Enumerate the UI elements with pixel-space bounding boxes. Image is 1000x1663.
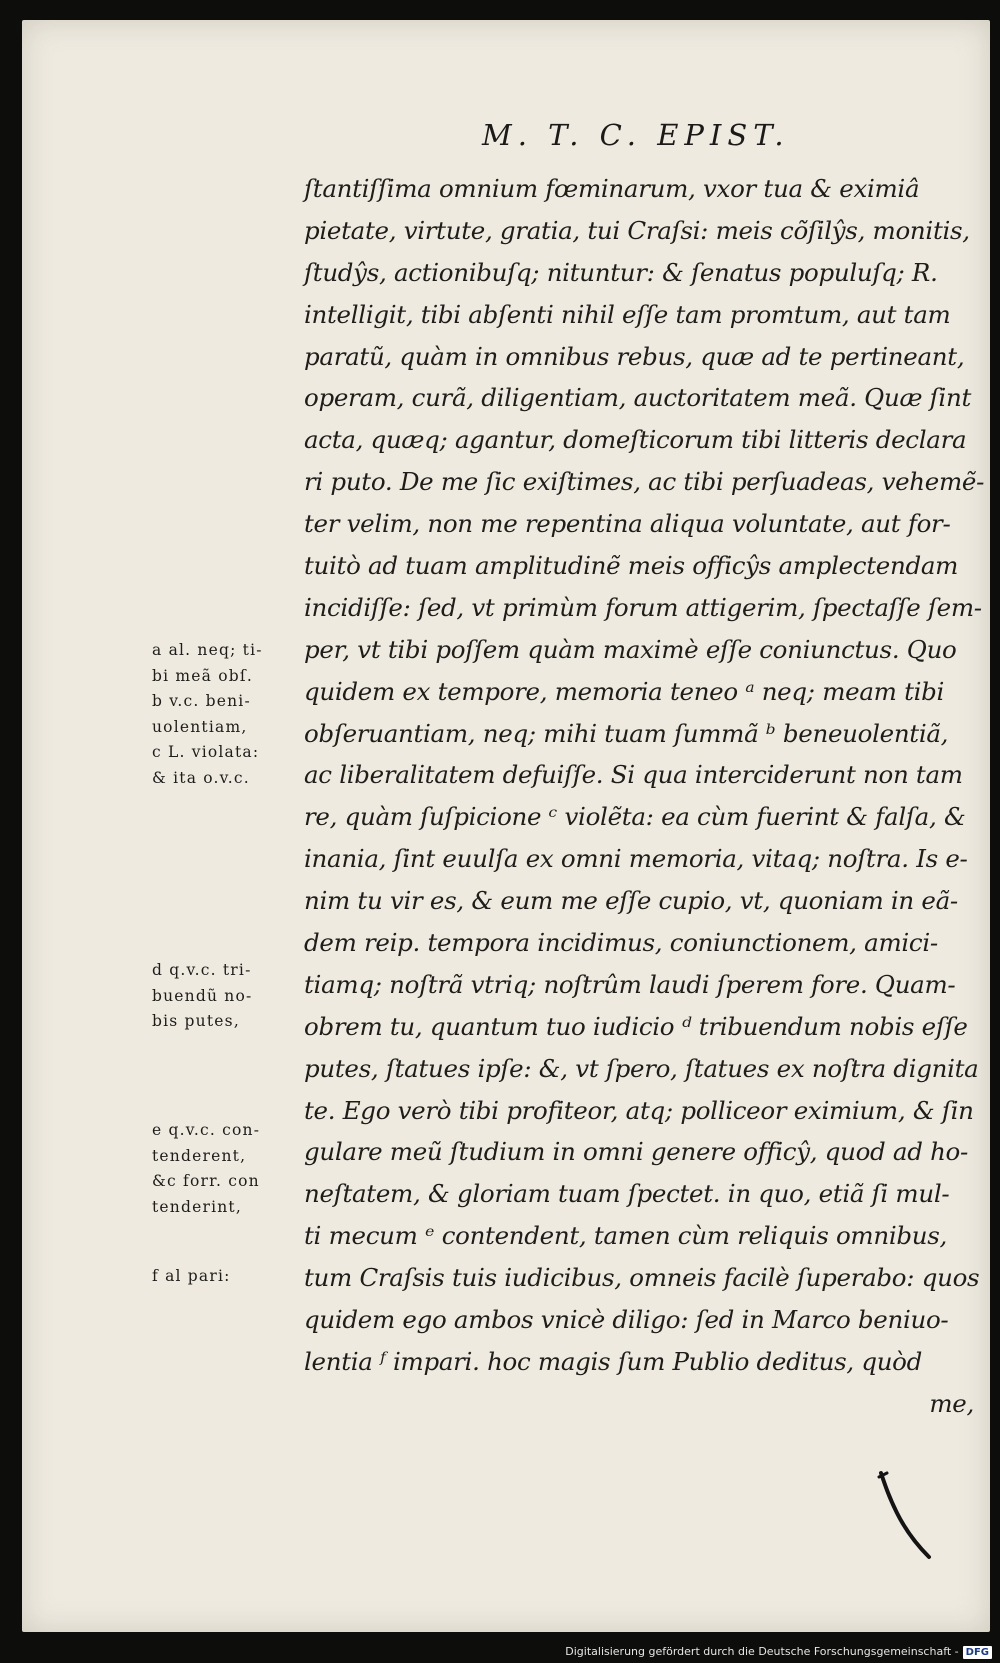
footer-text: Digitalisierung gefördert durch die Deutsche Forschungsgemeinschaft -	[565, 1645, 959, 1658]
margin-note: d q.v.c. tri- buendũ no- bis putes,	[152, 961, 253, 1030]
text-line: ac liberalitatem defuiſſe. Si qua interciderunt non tam	[304, 760, 963, 790]
text-line: gulare meũ ſtudium in omni genere officŷ, quod ad ho-	[304, 1137, 968, 1167]
text-line: operam, curã, diligentiam, auctoritatem meã. Quæ ſint	[304, 383, 971, 413]
text-line: ter velim, non me repentina aliqua voluntate, aut for-	[304, 509, 951, 539]
text-line: re, quàm ſuſpicione ᶜ violẽta: ea cùm fuerint & falſa, &	[304, 802, 966, 832]
dfg-logo: DFG	[963, 1646, 992, 1659]
margin-note: e q.v.c. con- tenderent, &c forr. con tenderint,	[152, 1121, 261, 1216]
text-line: quidem ex tempore, memoria teneo ᵃ neq; meam tibi	[304, 676, 945, 706]
text-line: ſtudŷs, actionibuſq; nituntur: & ſenatus populuſq; R.	[304, 257, 938, 287]
running-header: M. T. C. EPIST.	[482, 118, 790, 152]
text-line: obſeruantiam, neq; mihi tuam ſummã ᵇ beneuolentiã,	[304, 718, 949, 748]
book-page	[22, 20, 990, 1632]
text-line: obrem tu, quantum tuo iudicio ᵈ tribuendum nobis eſſe	[304, 1011, 968, 1041]
margin-note: f al pari:	[152, 1267, 231, 1285]
text-line: ti mecum ᵉ contendent, tamen cùm reliquis omnibus,	[304, 1221, 947, 1251]
text-line: inania, ſint euulſa ex omni memoria, vitaq; noſtra. Is e-	[304, 844, 968, 874]
text-line: incidiſſe: ſed, vt primùm forum attigerim, ſpectaſſe ſem-	[304, 592, 982, 622]
text-line: pietate, virtute, gratia, tui Craſsi: meis cõſilŷs, monitis,	[304, 215, 970, 245]
text-line: intelligit, tibi abſenti nihil eſſe tam promtum, aut tam	[304, 299, 951, 329]
text-line: tuitò ad tuam amplitudinẽ meis officŷs amplectendam	[304, 551, 959, 581]
ink-stroke-mark	[875, 1467, 935, 1562]
text-line: per, vt tibi poſſem quàm maximè eſſe coniunctus. Quo	[304, 634, 957, 664]
text-line: lentia ᶠ impari. hoc magis ſum Publio deditus, quòd	[304, 1346, 923, 1376]
margin-note: a al. neq; ti- bi meã obſ. b v.c. beni- uolentiam, c L. violata: & ita o.v.c.	[152, 641, 263, 787]
text-line: quidem ego ambos vnicè diligo: ſed in Marco beniuo-	[304, 1305, 949, 1335]
body-text	[304, 168, 992, 1425]
text-line: dem reip. tempora incidimus, coniunctionem, amici-	[304, 928, 938, 958]
text-line: te. Ego verò tibi profiteor, atq; polliceor eximium, & ſin	[304, 1095, 974, 1125]
text-line: ſtantiſſima omnium fœminarum, vxor tua & eximiâ	[304, 174, 920, 203]
text-line: ri puto. De me ſic exiſtimes, ac tibi perſuadeas, vehemẽ-	[304, 467, 985, 497]
text-line: tiamq; noſtrã vtriq; noſtrûm laudi ſperem fore. Quam-	[304, 969, 956, 999]
text-line: tum Craſsis tuis iudicibus, omneis facilè ſuperabo: quos	[304, 1263, 980, 1293]
catchword: me,	[929, 1388, 974, 1418]
text-line: neſtatem, & gloriam tuam ſpectet. in quo, etiã ſi mul-	[304, 1179, 950, 1209]
text-line: nim tu vir es, & eum me eſſe cupio, vt, quoniam in eã-	[304, 886, 958, 916]
text-line: acta, quæq; agantur, domeſticorum tibi litteris declara	[304, 425, 967, 455]
digitization-footer	[0, 1641, 1000, 1663]
text-line: putes, ſtatues ipſe: &, vt ſpero, ſtatues ex noſtra dignita	[304, 1053, 979, 1083]
text-line: paratũ, quàm in omnibus rebus, quæ ad te pertineant,	[304, 341, 965, 371]
